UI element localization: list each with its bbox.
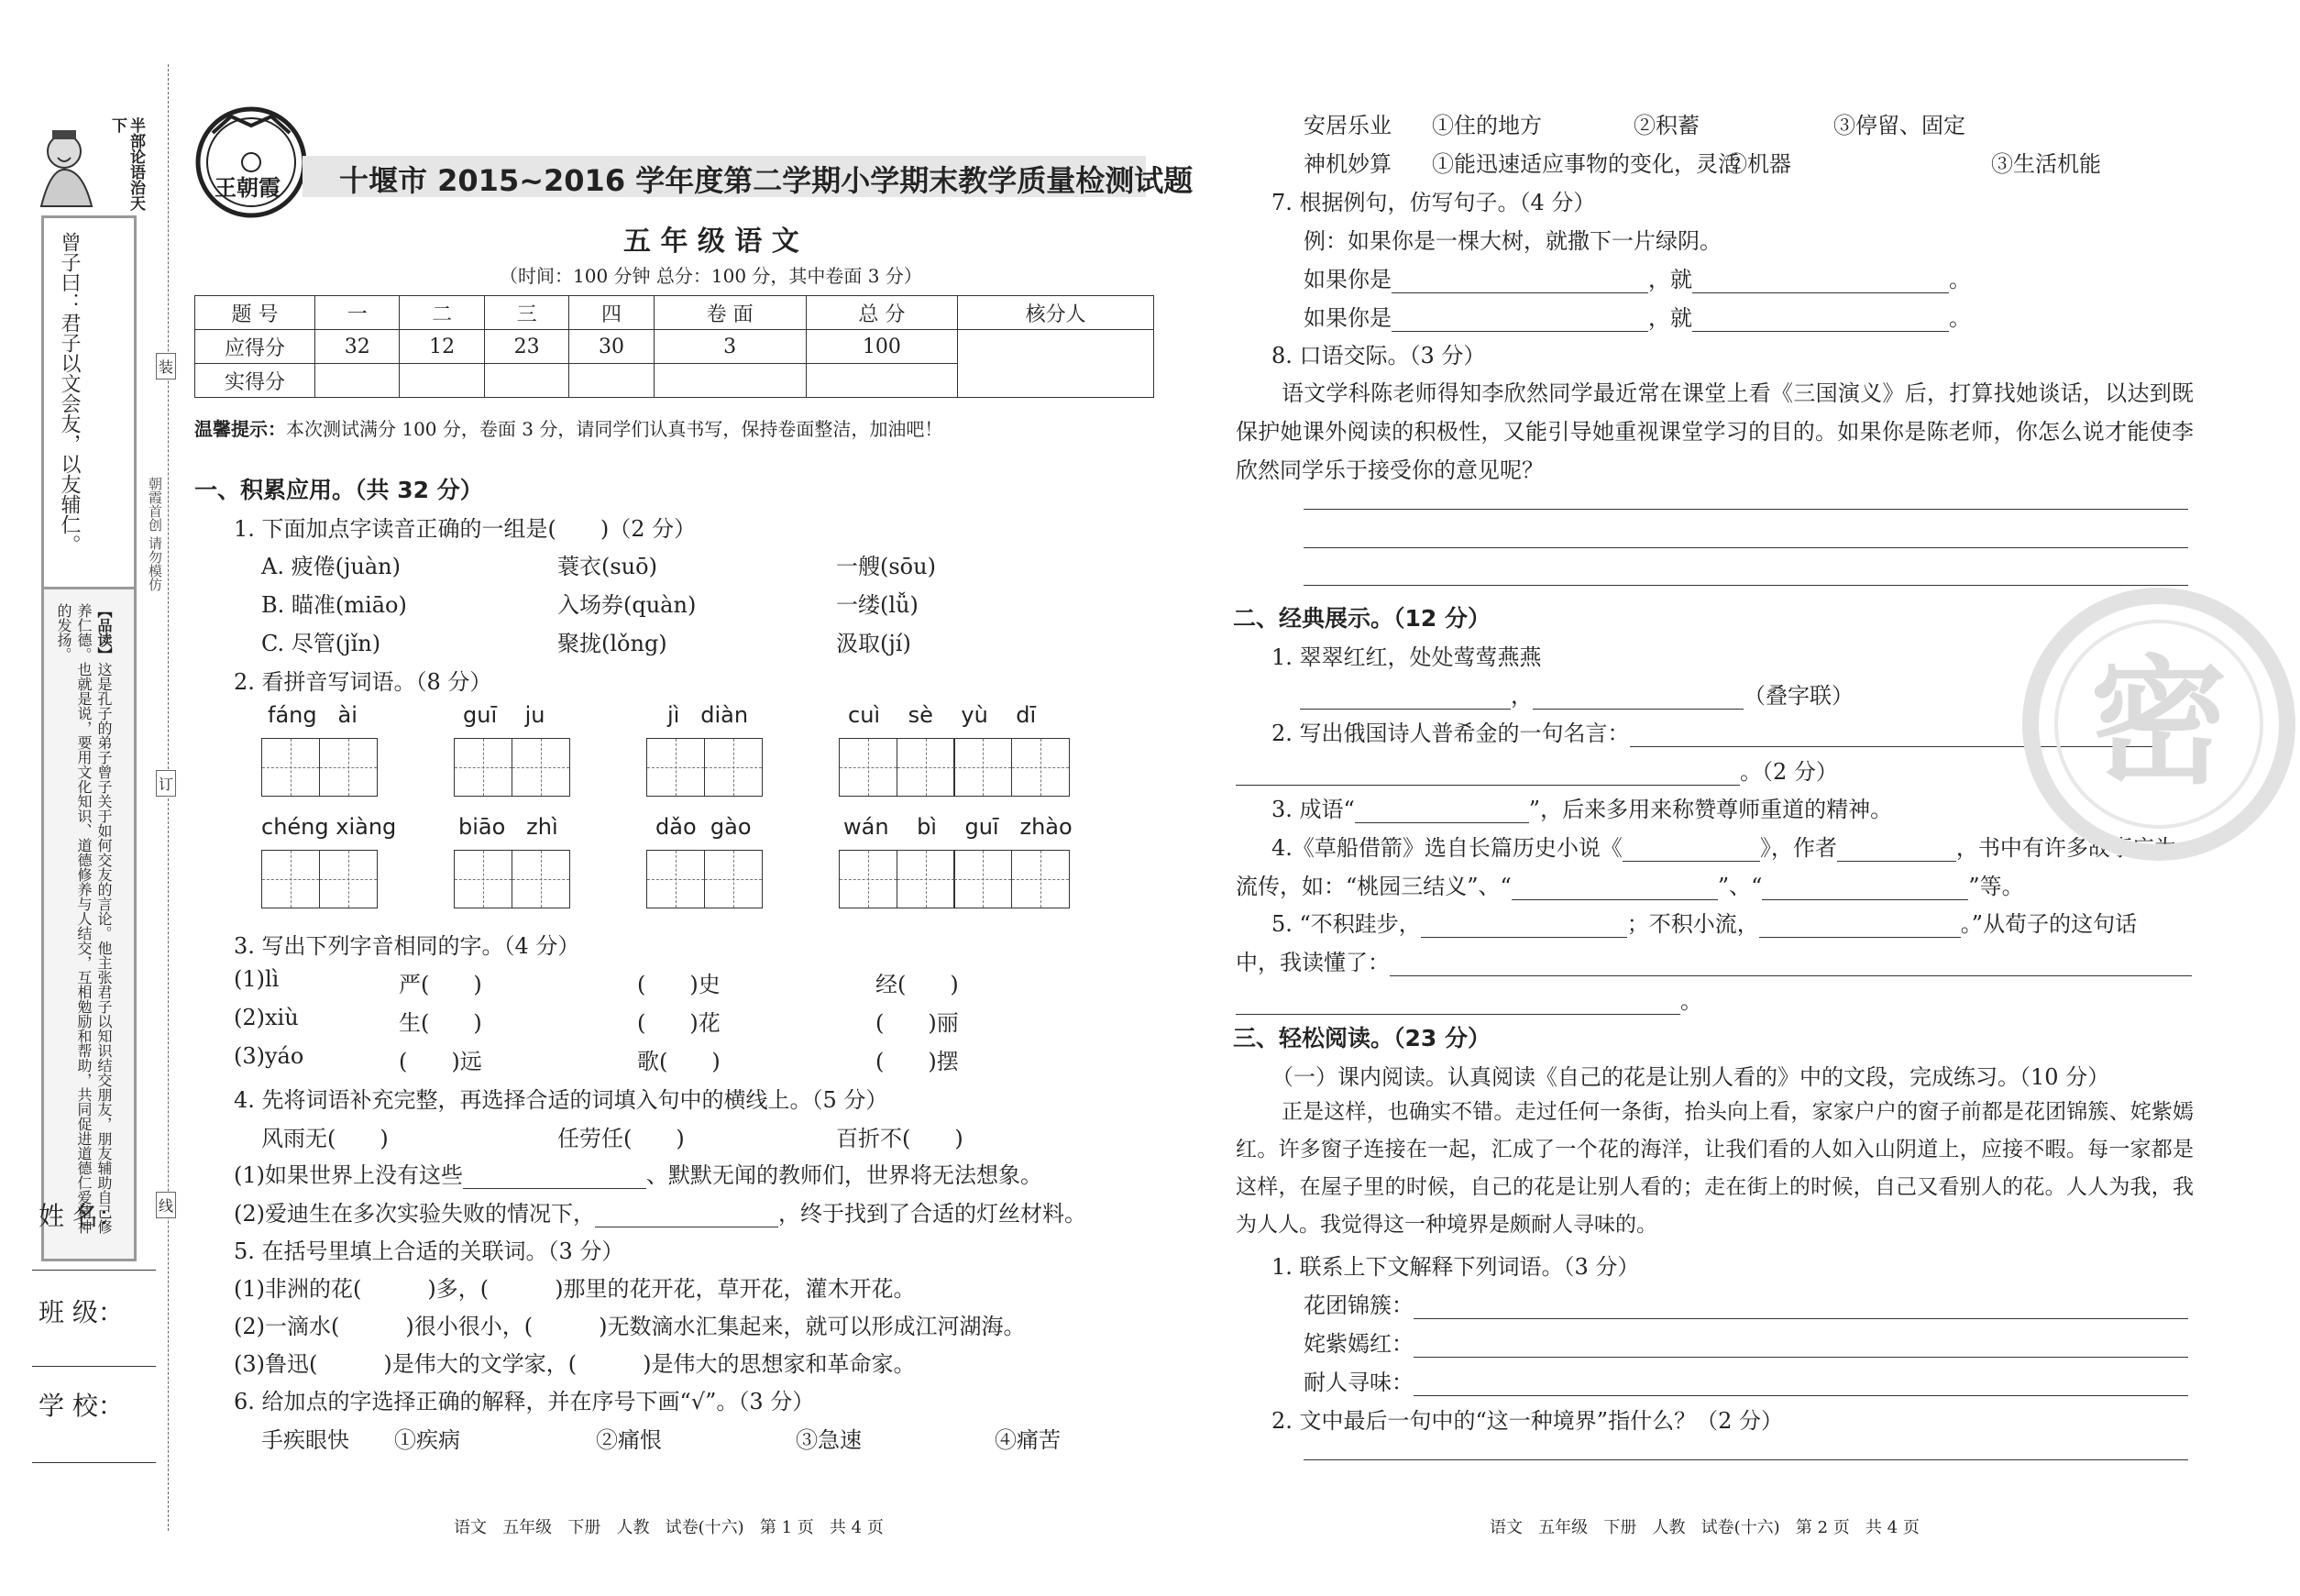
writing-grid[interactable] xyxy=(646,850,763,908)
blank-field[interactable] xyxy=(1421,915,1627,938)
q1-title: 1. 下面加点字读音正确的一组是( )（2 分） xyxy=(234,516,697,542)
s3-sub: （一）课内阅读。认真阅读《自己的花是让别人看的》中的文段，完成练习。（10 分） xyxy=(1271,1064,2110,1090)
writing-grid[interactable] xyxy=(261,850,378,908)
q3-cell: 严( ) xyxy=(399,972,482,997)
q3-cell: ( )花 xyxy=(637,1010,721,1036)
q5-line: (3)鲁迅( )是伟大的文学家，( )是伟大的思想家和革命家。 xyxy=(234,1351,916,1377)
reading-title: 【品读】 xyxy=(95,603,113,662)
confucius-illustration xyxy=(32,119,105,211)
blank-field[interactable] xyxy=(1236,992,1680,1015)
subject-title: 五 年 级 语 文 xyxy=(623,226,799,258)
q3-cell: 歌( ) xyxy=(637,1049,721,1074)
q6-term: 手疾眼快 xyxy=(261,1427,349,1453)
writing-grid[interactable] xyxy=(839,738,1070,797)
class-field[interactable] xyxy=(32,1366,156,1367)
q1-option: C. 尽管(jǐn) xyxy=(261,631,381,656)
s2-q2: 2. 写出俄国诗人普希金的一句名言： xyxy=(1271,715,2157,747)
table-cell: 3 xyxy=(654,330,806,364)
name-field[interactable] xyxy=(32,1270,156,1271)
score-table xyxy=(194,295,1154,398)
blank-field[interactable] xyxy=(1414,1373,2188,1396)
blank-field[interactable] xyxy=(1414,1335,2188,1358)
q6-option[interactable]: ②机器 xyxy=(1725,151,1791,177)
section2-title: 二、经典展示。（12 分） xyxy=(1233,605,1491,632)
table-header: 四 xyxy=(569,296,654,330)
table-header: 题 号 xyxy=(195,296,315,330)
blank-field[interactable] xyxy=(1392,270,1648,293)
q2-title: 2. 看拼音写词语。（8 分） xyxy=(234,669,492,695)
q1-option: 一艘(sōu) xyxy=(836,554,936,579)
q6-option[interactable]: ①住的地方 xyxy=(1432,113,1542,138)
answer-line[interactable] xyxy=(1304,509,2188,510)
sidebar-quote: 曾子曰：君子以文会友，以友辅仁。 xyxy=(58,232,81,555)
q1-option: 蓑衣(suō) xyxy=(557,554,657,579)
class-label: 班 级： xyxy=(39,1297,124,1327)
q3-cell: (1)lì xyxy=(234,966,280,992)
pinyin-label: guī ju xyxy=(463,702,545,728)
s2-q1: 1. 翠翠红红，处处莺莺燕燕 xyxy=(1271,644,1542,670)
blank-field[interactable] xyxy=(595,1205,778,1227)
q3-cell: 生( ) xyxy=(399,1010,482,1036)
blank-field[interactable] xyxy=(1837,839,1956,862)
q6-option[interactable]: ③停留、固定 xyxy=(1833,113,1965,138)
q6-option[interactable]: ②痛恨 xyxy=(596,1427,662,1453)
blank-field[interactable] xyxy=(1623,839,1760,862)
section3-title: 三、轻松阅读。（23 分） xyxy=(1233,1025,1491,1051)
s2-q4-cont: 流传，如：“桃园三结义”、“ ”、“ ”等。 xyxy=(1236,874,2024,899)
q3-cell: ( )史 xyxy=(637,972,721,997)
q4-word: 任劳任( ) xyxy=(557,1126,685,1151)
score-input-cell[interactable] xyxy=(569,364,654,398)
q6-option[interactable]: ③急速 xyxy=(796,1427,862,1453)
q4-word: 风雨无( ) xyxy=(261,1126,389,1151)
blank-field[interactable] xyxy=(1300,687,1511,710)
blank-field[interactable] xyxy=(1759,915,1961,938)
reading-text xyxy=(53,603,114,1245)
q8-title: 8. 口语交际。（3 分） xyxy=(1271,343,1486,369)
section1-title: 一、积累应用。（共 32 分） xyxy=(194,477,483,503)
q6-option[interactable]: ①能迅速适应事物的变化，灵活 xyxy=(1432,151,1740,177)
reviewer-cell[interactable] xyxy=(958,330,1154,398)
score-input-cell[interactable] xyxy=(806,364,958,398)
q4-word: 百折不( ) xyxy=(836,1126,963,1151)
q6-option[interactable]: ②积蓄 xyxy=(1634,113,1700,138)
svg-text:密: 密 xyxy=(2089,644,2228,803)
exam-info: （时间：100 分钟 总分：100 分，其中卷面 3 分） xyxy=(500,265,922,287)
school-field[interactable] xyxy=(32,1462,156,1463)
q1-option: 入场券(quàn) xyxy=(557,592,697,618)
blank-field[interactable] xyxy=(1390,953,2192,976)
binding-note: 朝霞首创 请勿模仿 xyxy=(147,477,163,591)
q7-example: 例：如果你是一棵大树，就撒下一片绿阴。 xyxy=(1304,228,1722,254)
q6-term: 安居乐业 xyxy=(1304,113,1392,138)
q5-line: (1)非洲的花( )多，( )那里的花开花，草开花，灌木开花。 xyxy=(234,1276,916,1302)
binding-label-3: 线 xyxy=(156,1192,176,1218)
s3-term: 花团锦簇： xyxy=(1304,1287,2188,1319)
answer-line[interactable] xyxy=(1304,547,2188,548)
binding-label-1: 装 xyxy=(156,353,176,380)
writing-grid[interactable] xyxy=(454,738,570,797)
table-row xyxy=(195,330,1154,364)
pinyin-label: chéng xiàng xyxy=(261,814,397,840)
table-cell: 32 xyxy=(315,330,400,364)
blank-field[interactable] xyxy=(1692,270,1949,293)
table-header: 卷 面 xyxy=(654,296,806,330)
q3-cell: ( )摆 xyxy=(875,1049,959,1074)
sidebar-tag: 半部论语治天下 xyxy=(108,117,145,211)
table-cell: 12 xyxy=(400,330,484,364)
q3-title: 3. 写出下列字音相同的字。（4 分） xyxy=(234,933,580,959)
q6-option[interactable]: ④痛苦 xyxy=(995,1427,1061,1453)
s2-q5-cont2: 。 xyxy=(1236,983,1702,1015)
blank-field[interactable] xyxy=(1533,687,1744,710)
table-cell: 30 xyxy=(569,330,654,364)
table-cell: 100 xyxy=(806,330,958,364)
answer-line[interactable] xyxy=(1304,1459,2188,1460)
q5-title: 5. 在括号里填上合适的关联词。（3 分） xyxy=(234,1238,624,1264)
blank-field[interactable] xyxy=(1762,877,1968,900)
tip-line xyxy=(194,414,942,441)
q3-cell: (3)yáo xyxy=(234,1043,304,1069)
q8-text: 语文学科陈老师得知李欣然同学最近常在课堂上看《三国演义》后，打算找她谈话，以达到既保护她课外阅读的积极性，又能引导她重视课堂学习的目的。如果你是陈老师，你怎么说才能使李欣然同学乐于接受你的意见呢？ xyxy=(1236,380,2194,483)
table-header: 一 xyxy=(315,296,400,330)
score-input-cell[interactable] xyxy=(654,364,806,398)
pinyin-label: cuì sè yù dī xyxy=(848,702,1037,728)
pinyin-label: jì diàn xyxy=(667,702,749,728)
tip-label: 温馨提示： xyxy=(194,418,286,440)
q6-term: 神机妙算 xyxy=(1304,151,1392,177)
blank-field[interactable] xyxy=(1692,309,1949,332)
reading-box xyxy=(41,587,137,1261)
writing-grid[interactable] xyxy=(839,850,1070,908)
blank-field[interactable] xyxy=(1355,800,1529,823)
q7-line-1: 如果你是 ，就 。 xyxy=(1304,267,1971,292)
q3-cell: ( )丽 xyxy=(875,1010,959,1036)
table-header: 三 xyxy=(484,296,568,330)
pinyin-label: fáng ài xyxy=(268,702,358,728)
blank-field[interactable] xyxy=(1392,309,1648,332)
binding-label-2: 订 xyxy=(156,770,176,797)
q1-option: B. 瞄准(miāo) xyxy=(261,592,407,618)
table-header: 二 xyxy=(400,296,484,330)
q1-option: 汲取(jí) xyxy=(836,631,911,656)
blank-field[interactable] xyxy=(1512,877,1718,900)
binding-line xyxy=(168,64,169,1531)
pinyin-label: biāo zhì xyxy=(458,814,558,840)
s3-term: 姹紫嫣红： xyxy=(1304,1326,2188,1358)
pinyin-label: dǎo gào xyxy=(655,814,752,840)
table-header-row xyxy=(195,296,1154,330)
q1-option: A. 疲倦(juàn) xyxy=(261,554,401,579)
q6-title: 6. 给加点的字选择正确的解释，并在序号下画“√”。（3 分） xyxy=(234,1389,815,1414)
blank-field[interactable] xyxy=(1414,1296,2188,1319)
q4-sentence-1: (1)如果世界上没有这些 、默默无闻的教师们，世界将无法想象。 xyxy=(234,1162,1042,1188)
q3-cell: (2)xiù xyxy=(234,1005,299,1030)
exam-title: 十堰市 2015~2016 学年度第二学期小学期末教学质量检测试题 xyxy=(339,163,1194,198)
quote-box xyxy=(41,215,137,592)
s2-q1-answer: ， （叠字联） xyxy=(1300,677,1854,710)
q4-title: 4. 先将词语补充完整，再选择合适的词填入句中的横线上。（5 分） xyxy=(234,1087,888,1113)
blank-field[interactable] xyxy=(1236,763,1740,786)
reading-body: 这是孔子的弟子曾子关于如何交友的言论。他主张君子以知识结交朋友，朋友辅助自己修养仁德。也就是说，要用文化知识、道德修养与人结交，互相勉励和帮助，共同促进道德仁爱精神的发扬。 xyxy=(55,603,113,1234)
score-input-cell[interactable] xyxy=(484,364,568,398)
table-cell: 实得分 xyxy=(195,364,315,398)
q4-sentence-2: (2)爱迪生在多次实验失败的情况下， ，终于找到了合适的灯丝材料。 xyxy=(234,1201,1086,1227)
writing-grid[interactable] xyxy=(261,738,378,797)
answer-line[interactable] xyxy=(1304,585,2188,586)
s3-term: 耐人寻味： xyxy=(1304,1364,2188,1396)
seal-watermark xyxy=(2021,587,2296,862)
s3-q2: 2. 文中最后一句中的“这一种境界”指什么？（2 分） xyxy=(1271,1408,1783,1434)
q3-cell: 经( ) xyxy=(875,972,959,997)
q5-line: (2)一滴水( )很小很小，( )无数滴水汇集起来，就可以形成江河湖海。 xyxy=(234,1314,1026,1339)
s2-q2-cont: 。（2 分） xyxy=(1236,754,1838,786)
table-header: 总 分 xyxy=(806,296,958,330)
brand-logo xyxy=(194,105,309,220)
q1-option: 一缕(lǚ) xyxy=(836,592,919,618)
q6-option[interactable]: ③生活机能 xyxy=(1991,151,2101,177)
table-cell: 23 xyxy=(484,330,568,364)
blank-field[interactable] xyxy=(463,1166,646,1189)
writing-grid[interactable] xyxy=(454,850,570,908)
brand-name: 王朝霞 xyxy=(215,174,281,201)
table-header: 核分人 xyxy=(958,296,1154,330)
s3-q1: 1. 联系上下文解释下列词语。（3 分） xyxy=(1271,1254,1640,1280)
s3-passage: 正是这样，也确实不错。走过任何一条街，抬头向上看，家家户户的窗子前都是花团锦簇、姹紫嫣红。许多窗子连接在一起，汇成了一个花的海洋，让我们看的人如入山阴道上，应接不暇。每一家都是这样，在屋子里的时候，自己的花是让别人看的；走在街上的时候，自己又看别人的花。人人为我，我为人人。我觉得这一种境界是颇耐人寻味的。 xyxy=(1236,1100,2194,1237)
q7-line-2: 如果你是 ，就 。 xyxy=(1304,305,1971,331)
q6-option[interactable]: ①疾病 xyxy=(394,1427,460,1453)
tip-text: 本次测试满分 100 分，卷面 3 分，请同学们认真书写，保持卷面整洁，加油吧！ xyxy=(286,418,943,440)
s2-q4: 4.《草船借箭》选自长篇历史小说《 》，作者 ，书中有许多故事广为 xyxy=(1271,835,2176,861)
table-cell: 应得分 xyxy=(195,330,315,364)
page-footer-left: 语文 五年级 下册 人教 试卷(十六) 第 1 页 共 4 页 xyxy=(454,1518,884,1537)
school-label: 学 校： xyxy=(39,1391,124,1421)
pinyin-label: wán bì guī zhào xyxy=(843,814,1073,840)
page-footer-right: 语文 五年级 下册 人教 试卷(十六) 第 2 页 共 4 页 xyxy=(1490,1518,1920,1537)
s2-q3: 3. 成语“ ”，后来多用来称赞尊师重道的精神。 xyxy=(1271,797,1893,822)
q3-cell: ( )远 xyxy=(399,1049,482,1074)
q7-title: 7. 根据例句，仿写句子。（4 分） xyxy=(1271,190,1596,215)
writing-grid[interactable] xyxy=(646,738,763,797)
s2-q5-cont: 中，我读懂了： xyxy=(1236,944,2192,976)
name-label: 姓 名： xyxy=(39,1201,124,1231)
score-input-cell[interactable] xyxy=(315,364,400,398)
q1-option: 聚拢(lǒng) xyxy=(557,631,667,656)
s2-q5: 5. “不积跬步， ；不积小流， 。”从荀子的这句话 xyxy=(1271,911,2138,937)
score-input-cell[interactable] xyxy=(400,364,484,398)
